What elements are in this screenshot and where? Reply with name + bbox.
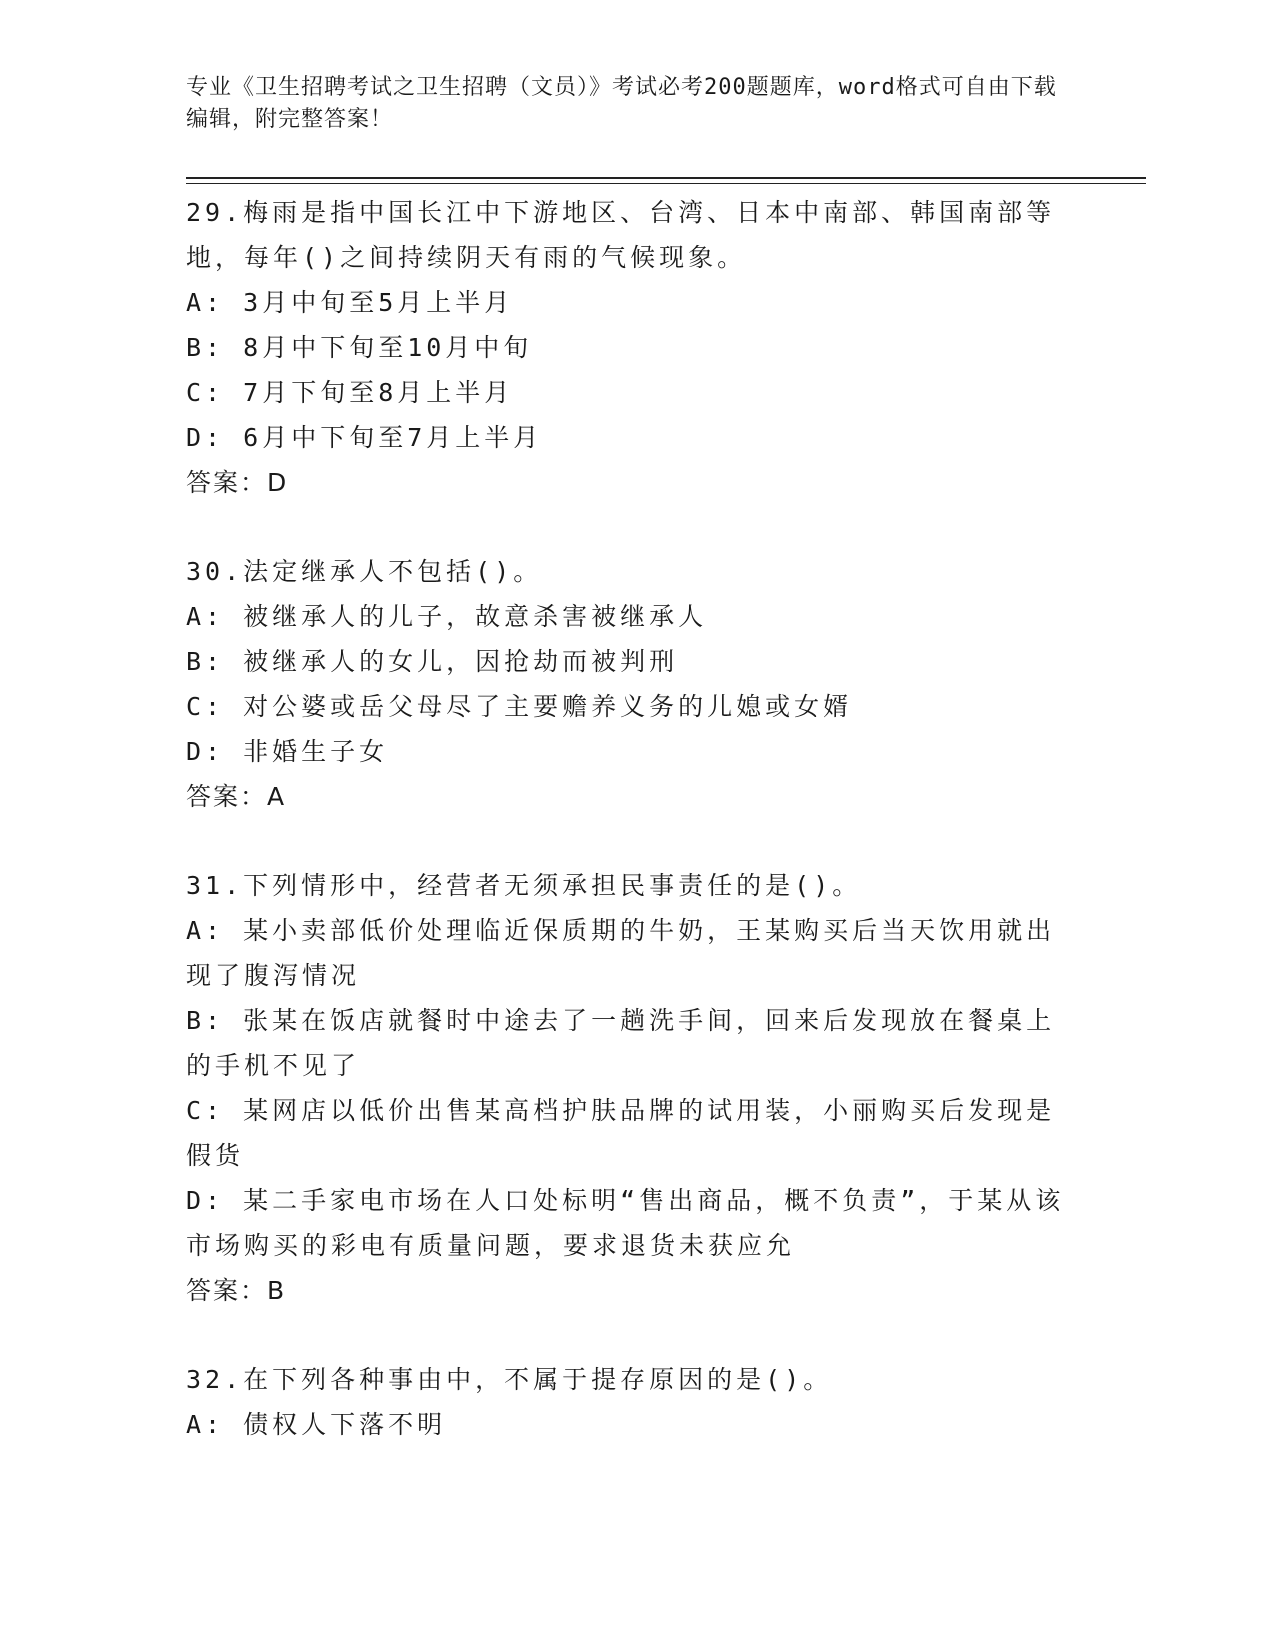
answer-line: 答案：B [186, 1276, 287, 1305]
option-b: B: 张某在饭店就餐时中途去了一趟洗手间，回来后发现放在餐桌上的手机不见了 [186, 1006, 1056, 1080]
header-divider-thin [186, 183, 1146, 184]
document-header: 专业《卫生招聘考试之卫生招聘（文员）》考试必考200题题库，word格式可自由下载编辑，附完整答案！ [186, 75, 1057, 132]
question-31 [186, 863, 1066, 1313]
answer-line: 答案：A [186, 782, 287, 811]
question-32 [186, 1357, 1066, 1447]
option-a: A: 被继承人的儿子，故意杀害被继承人 [186, 602, 708, 631]
option-d: D: 6月中下旬至7月上半月 [186, 423, 543, 452]
question-30 [186, 549, 1066, 819]
option-c: C: 某网店以低价出售某高档护肤品牌的试用装，小丽购买后发现是假货 [186, 1096, 1056, 1170]
answer-line: 答案：D [186, 468, 289, 497]
option-c: C: 对公婆或岳父母尽了主要赡养义务的儿媳或女婿 [186, 692, 853, 721]
question-stem: 30.法定继承人不包括()。 [186, 557, 543, 586]
option-a: A: 3月中旬至5月上半月 [186, 288, 514, 317]
option-d: D: 非婚生子女 [186, 737, 389, 766]
option-c: C: 7月下旬至8月上半月 [186, 378, 514, 407]
option-b: B: 8月中下旬至10月中旬 [186, 333, 533, 362]
question-stem: 29.梅雨是指中国长江中下游地区、台湾、日本中南部、韩国南部等地，每年()之间持续阴天有雨的气候现象。 [186, 198, 1056, 272]
question-stem: 32.在下列各种事由中，不属于提存原因的是()。 [186, 1365, 833, 1394]
option-a: A: 某小卖部低价处理临近保质期的牛奶，王某购买后当天饮用就出现了腹泻情况 [186, 916, 1056, 990]
question-list [186, 190, 1066, 1491]
question-29 [186, 190, 1066, 505]
question-stem: 31.下列情形中，经营者无须承担民事责任的是()。 [186, 871, 862, 900]
option-a: A: 债权人下落不明 [186, 1410, 447, 1439]
option-b: B: 被继承人的女儿，因抢劫而被判刑 [186, 647, 679, 676]
header-divider-thick [186, 177, 1146, 179]
option-d: D: 某二手家电市场在人口处标明“售出商品，概不负责”，于某从该市场购买的彩电有质量问题，要求退货未获应允 [186, 1186, 1065, 1260]
